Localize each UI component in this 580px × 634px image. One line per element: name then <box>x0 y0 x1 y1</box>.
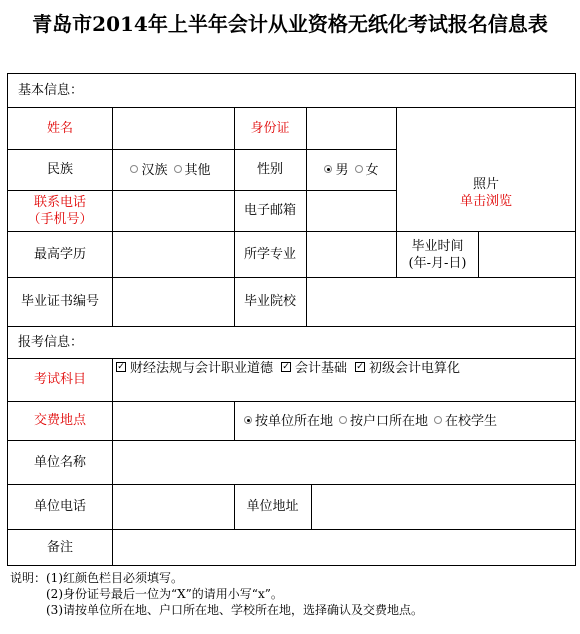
radio-icon <box>355 165 363 173</box>
ethnicity-radio-group <box>113 150 234 190</box>
grad-time-label: 毕业时间 (年-月-日) <box>408 238 467 271</box>
education-label: 最高学历 <box>33 246 86 262</box>
email-label: 电子邮箱 <box>243 203 296 218</box>
radio-icon <box>434 416 442 424</box>
checkbox-checked-icon: ✓ <box>356 362 364 372</box>
exam-info-section-label: 报考信息： <box>18 334 84 350</box>
id-card-label: 身份证 <box>250 120 290 136</box>
photo-browse-link[interactable]: 单击浏览 <box>459 193 512 209</box>
fee-option-household[interactable]: 按户口所在地 <box>339 413 428 430</box>
page-title: 青岛市2014年上半年会计从业资格无纸化考试报名信息表 <box>32 12 548 36</box>
unit-phone-input[interactable] <box>113 485 234 529</box>
subjects-checkbox-group <box>116 358 575 378</box>
gender-radio-group <box>307 150 396 190</box>
name-input[interactable] <box>113 108 233 149</box>
radio-icon <box>130 165 138 173</box>
fee-location-label: 交费地点 <box>33 413 86 428</box>
radio-selected-icon <box>324 165 332 173</box>
subject-checkbox-law[interactable]: ✓ 财经法规与会计职业道德 <box>117 360 274 376</box>
remarks-input[interactable] <box>113 530 575 565</box>
radio-icon <box>339 416 347 424</box>
gender-option-male[interactable]: 男 <box>324 162 348 179</box>
school-input[interactable] <box>307 278 575 326</box>
radio-selected-icon <box>244 416 252 424</box>
radio-icon <box>174 165 182 173</box>
cert-no-label: 毕业证书编号 <box>20 294 99 309</box>
photo-label: 照片 <box>472 176 499 192</box>
note-line-1: 说明：(1)红颜色栏目必须填写。 <box>10 571 183 585</box>
fee-option-student[interactable]: 在校学生 <box>434 413 497 430</box>
ethnicity-label: 民族 <box>46 162 73 177</box>
checkbox-checked-icon: ✓ <box>282 362 290 372</box>
subject-checkbox-basics[interactable]: ✓ 会计基础 <box>282 360 348 376</box>
major-input[interactable] <box>307 232 395 277</box>
education-input[interactable] <box>113 232 233 277</box>
remarks-label: 备注 <box>46 539 73 555</box>
ethnicity-option-han[interactable]: 汉族 <box>130 162 167 179</box>
gender-label: 性别 <box>256 162 283 177</box>
unit-name-label: 单位名称 <box>33 454 86 470</box>
notes-block <box>10 570 423 618</box>
phone-label: 联系电话 （手机号） <box>27 194 93 227</box>
fee-location-spacer <box>113 402 234 440</box>
checkbox-checked-icon: ✓ <box>117 362 125 372</box>
ethnicity-option-other[interactable]: 其他 <box>174 162 211 179</box>
email-input[interactable] <box>307 191 395 231</box>
name-label: 姓名 <box>46 120 73 136</box>
registration-form-table <box>7 73 576 566</box>
basic-info-section-label: 基本信息： <box>18 83 84 98</box>
school-label: 毕业院校 <box>243 294 296 309</box>
note-line-2: (2)身份证号最后一位为“X”的请用小写“x”。 <box>46 587 283 601</box>
cert-no-input[interactable] <box>113 278 233 326</box>
subject-checkbox-computerized[interactable]: ✓ 初级会计电算化 <box>356 360 461 376</box>
gender-option-female[interactable]: 女 <box>355 162 379 179</box>
subjects-label: 考试科目 <box>33 372 86 387</box>
grad-time-input[interactable] <box>479 232 575 277</box>
major-label: 所学专业 <box>243 246 296 262</box>
unit-name-input[interactable] <box>113 441 575 484</box>
phone-input[interactable] <box>113 191 233 231</box>
fee-option-unit[interactable]: 按单位所在地 <box>244 413 333 430</box>
id-card-input[interactable] <box>307 108 395 149</box>
fee-location-radio-group <box>244 402 575 440</box>
unit-address-label: 单位地址 <box>246 499 299 514</box>
unit-phone-label: 单位电话 <box>33 499 86 514</box>
unit-address-input[interactable] <box>312 485 575 529</box>
note-line-3: (3)请按单位所在地、户口所在地、学校所在地，选择确认及交费地点。 <box>46 603 424 617</box>
